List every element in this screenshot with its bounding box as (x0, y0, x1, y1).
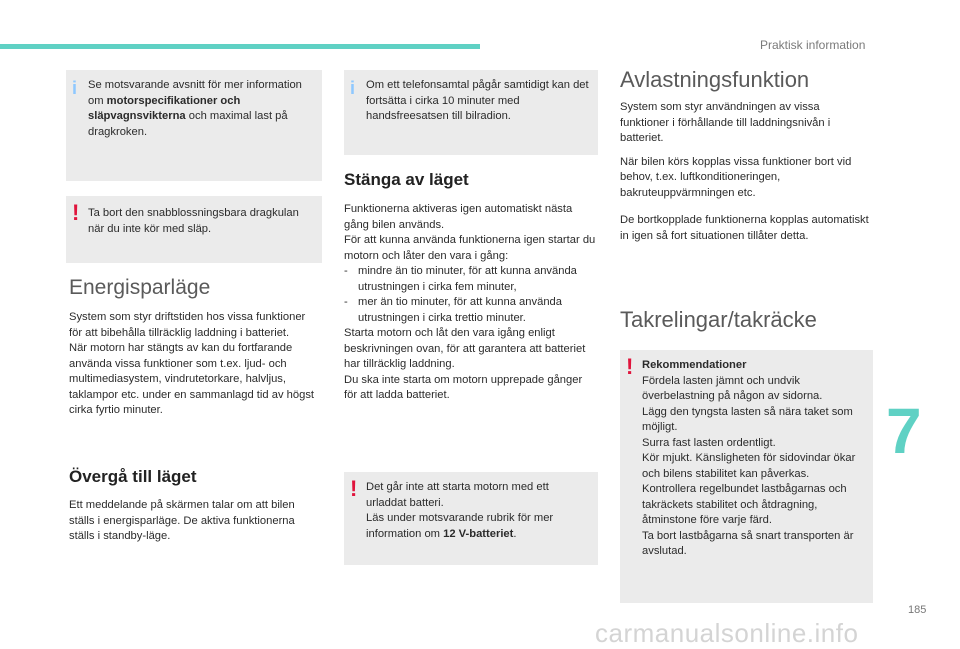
recommendations-title: Rekommendationer (642, 359, 747, 371)
transition-text (69, 498, 319, 545)
warning-box-text1: Det går inte att starta motorn med ett urladdat batteri. (366, 481, 549, 509)
unload-p2: När bilen körs kopplas vissa funktioner bort vid behov, t.ex. luftkonditioneringen, bakruteuppvärmningen etc. (620, 155, 852, 199)
warning-icon: ! (626, 354, 634, 379)
transition-p1: Ett meddelande på skärmen talar om att bilen ställs i energisparläge. De aktiva funktionerna ställs i standby-läge. (69, 499, 295, 542)
info-box-text: Om ett telefonsamtal pågår samtidigt kan det fortsätta i cirka 10 minuter med handsfreesatsen till bilradion. (366, 79, 589, 122)
turn-off-p1: Funktionerna aktiveras igen automatiskt nästa gång bilen används. (344, 203, 573, 231)
unload-p3: De bortkopplade funktionerna kopplas automatiskt in igen så fort situationen tillåter detta. (620, 214, 869, 242)
energy-saving-text (69, 310, 319, 419)
top-accent-bar (0, 44, 480, 49)
warning-box-battery (344, 472, 598, 565)
unload-p1: System som styr användningen av vissa funktioner i förhållande till laddningsnivån i batteriet. (620, 101, 831, 144)
list-item: - mindre än tio minuter, för att kunna använda utrustningen i cirka fem minuter, (344, 265, 577, 293)
recommendation-line: Fördela lasten jämnt och undvik överbelastning på någon av sidorna. (642, 374, 823, 402)
warning-icon: ! (350, 476, 358, 501)
info-box-text: Se motsvarande avsnitt för mer information om motorspecifikationer och släpvagnsvikterna och maximal last på dragkroken. (88, 79, 302, 138)
info-icon: i (350, 78, 356, 98)
recommendation-line: Ta bort lastbågarna så snart transporten är avslutad. (642, 529, 854, 557)
energy-p1: System som styr driftstiden hos vissa funktioner för att bibehålla tillräcklig laddning i batteriet. (69, 311, 306, 339)
info-box-engine-specs (66, 70, 322, 181)
recommendation-line: Lägg den tyngsta lasten så nära taket som möjligt. (642, 405, 853, 433)
heading-roof-rails: Takrelingar/takräcke (620, 307, 817, 332)
warning-box-text: Ta bort den snabblossningsbara dragkulan när du inte kör med släp. (88, 207, 299, 235)
chapter-number: 7 (886, 395, 922, 467)
energy-p2: När motorn har stängts av kan du fortfarande använda vissa funktioner som t.ex. ljud- och multimediasystem, vindrutetorkare, halvljus, taklampor etc. under en sammanlagd tid av högst cirka fyrtio minuter. (69, 342, 315, 416)
turn-off-p2: För att kunna använda funktionerna igen startar du motorn och låter den vara i gång: (344, 234, 596, 262)
recommendation-line: Kontrollera regelbundet lastbågarnas och takräckets stabilitet och åtdragning, åtminstone före varje färd. (642, 483, 847, 526)
warning-icon: ! (72, 200, 80, 225)
list-item: - mer än tio minuter, för att kunna använda utrustningen i cirka trettio minuter. (344, 296, 562, 324)
heading-energy-saving: Energisparläge (69, 276, 211, 299)
turn-off-text (344, 202, 598, 404)
info-box-phone-call (344, 70, 598, 155)
turn-off-p4: Du ska inte starta om motorn upprepade gånger för att ladda batteriet. (344, 373, 583, 401)
heading-unload-function: Avlastningsfunktion (620, 67, 810, 92)
unload-text (620, 100, 870, 244)
section-header: Praktisk information (760, 38, 866, 52)
turn-off-p3: Starta motorn och låt den vara igång enligt beskrivningen ovan, för att garantera att batteriet har tillräcklig laddning. (344, 327, 586, 370)
heading-turn-off: Stänga av läget (344, 170, 469, 189)
watermark: carmanualsonline.info (595, 618, 859, 648)
recommendation-line: Kör mjukt. Känsligheten för sidovindar ökar och bilens stabilitet kan påverkas. (642, 452, 856, 480)
warning-box-recommendations (620, 350, 873, 603)
heading-transition: Övergå till läget (69, 467, 197, 486)
info-icon: i (72, 78, 78, 98)
warning-box-towball (66, 196, 322, 263)
page-number: 185 (908, 604, 927, 616)
warning-box-text2: Läs under motsvarande rubrik för mer information om 12 V-batteriet. (366, 512, 554, 540)
recommendation-line: Surra fast lasten ordentligt. (642, 436, 776, 449)
